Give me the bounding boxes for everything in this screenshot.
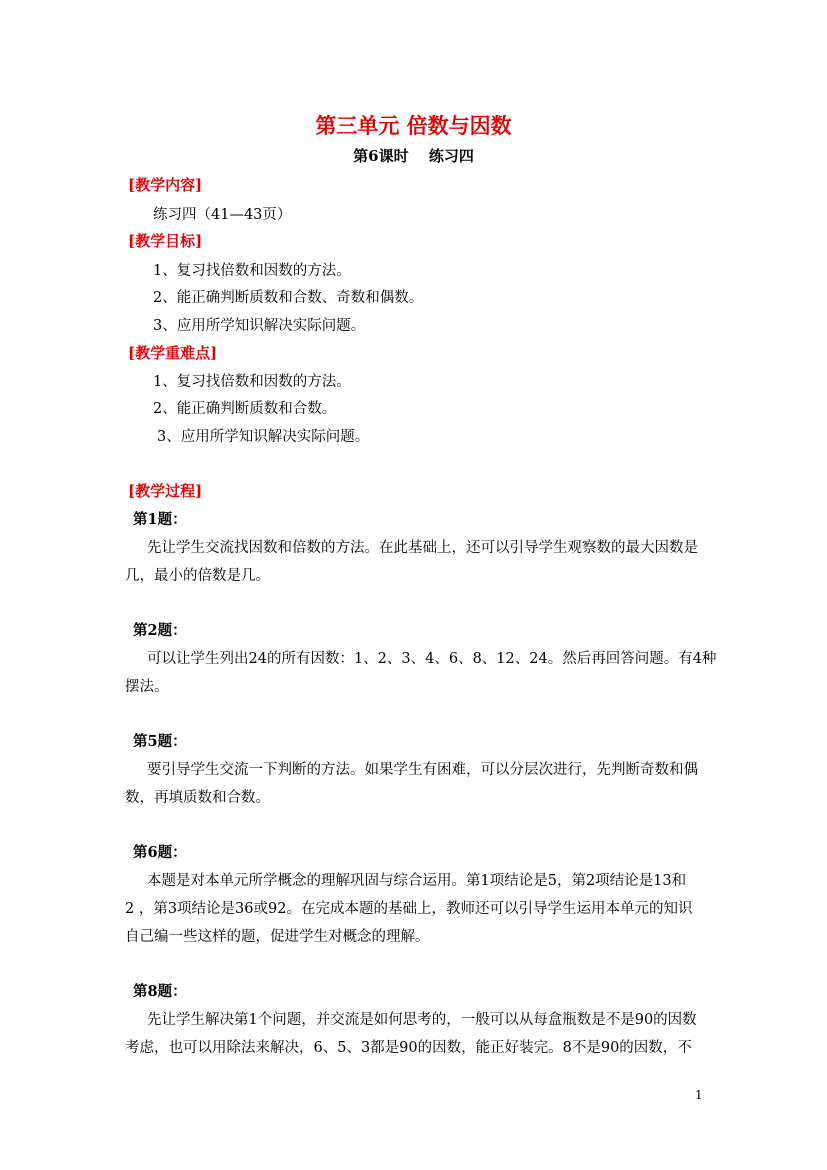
key-point-item: 1、复习找倍数和因数的方法。 — [153, 374, 351, 390]
question-text-line: 要引导学生交流一下判断的方法。如果学生有困难，可以分层次进行，先判断奇数和偶 — [147, 762, 698, 778]
question-heading: 第2题： — [133, 622, 187, 639]
question-heading: 第5题： — [133, 733, 187, 750]
page-title: 第三单元 倍数与因数 — [315, 113, 512, 138]
section-goals-label: [教学目标] — [128, 232, 203, 250]
content-text: 练习四（41—43页） — [153, 207, 292, 223]
question-text-line: 本题是对本单元所学概念的理解巩固与综合运用。第1项结论是5，第2项结论是13和 — [147, 873, 687, 889]
question-text-line: 先让学生解决第1个问题，并交流是如何思考的，一般可以从每盒瓶数是不是90的因数 — [147, 1012, 697, 1028]
question-text-line: 考虑，也可以用除法来解决，6、5、3都是90的因数，能正好装完。8不是90的因数，不 — [125, 1040, 692, 1056]
section-content-label: [教学内容] — [128, 176, 203, 194]
question-text-line: 先让学生交流找因数和倍数的方法。在此基础上，还可以引导学生观察数的最大因数是 — [147, 540, 698, 556]
question-text-line: 可以让学生列出24的所有因数：1、2、3、4、6、8、12、24。然后再回答问题。有4种 — [147, 651, 717, 667]
key-point-item: 3、应用所学知识解决实际问题。 — [157, 429, 370, 445]
question-text-line: 自己编一些这样的题，促进学生对概念的理解。 — [125, 929, 430, 945]
question-heading: 第8题： — [133, 983, 187, 1000]
question-text-line: 2 ，第3项结论是36或92。在完成本题的基础上，教师还可以引导学生运用本单元的知识 — [125, 901, 693, 917]
key-point-item: 2、能正确判断质数和合数。 — [153, 401, 337, 417]
section-process-label: [教学过程] — [128, 482, 203, 500]
goal-item: 1、复习找倍数和因数的方法。 — [153, 263, 351, 279]
lesson-subtitle: 第6课时 练习四 — [353, 147, 474, 165]
question-text-line: 摆法。 — [125, 679, 169, 695]
question-heading: 第1题： — [133, 511, 187, 528]
section-key-label: [教学重难点] — [128, 344, 218, 362]
goal-item: 3、应用所学知识解决实际问题。 — [153, 318, 366, 334]
goal-item: 2、能正确判断质数和合数、奇数和偶数。 — [153, 290, 424, 306]
page-number: 1 — [695, 1088, 703, 1102]
question-text-line: 几，最小的倍数是几。 — [125, 568, 270, 584]
question-heading: 第6题： — [133, 844, 187, 861]
question-text-line: 数，再填质数和合数。 — [125, 790, 270, 806]
